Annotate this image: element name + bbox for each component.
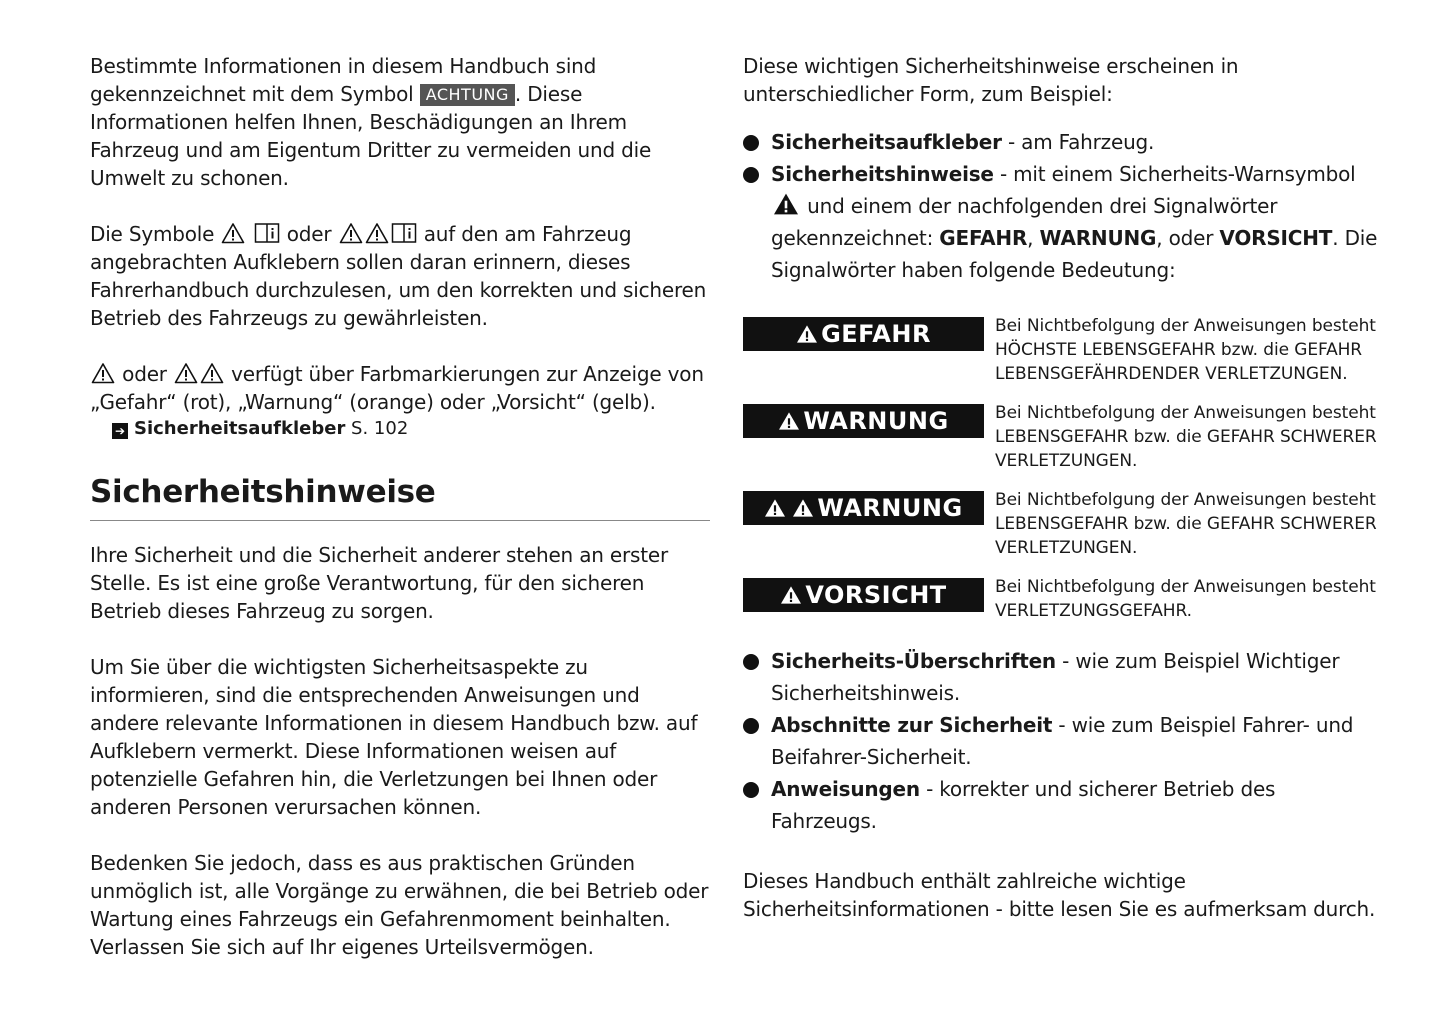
heading-divider: [90, 520, 710, 521]
warning-outline-icon: [339, 222, 363, 244]
signal-label-warnung-double: WARNUNG: [743, 491, 984, 525]
manual-book-icon: [254, 222, 280, 244]
cross-reference-link[interactable]: ➔ Sicherheitsaufkleber S. 102: [112, 416, 710, 442]
warning-white-icon: [792, 498, 814, 518]
signal-description: Bei Nichtbefolgung der Anweisungen besteht HÖCHSTE LEBENSGEFAHR bzw. die GEFAHR LEBENSGEFÄHRDENDER VERLETZUNGEN.: [995, 316, 1376, 384]
color-marking-paragraph: oder verfügt über Farbmarkierungen zur Anzeige von „Gefahr“ (rot), „Warnung“ (orange) oder „Vorsicht“ (gelb).: [90, 362, 704, 414]
signal-row-warnung-double: [743, 488, 1383, 560]
warning-outline-icon: [221, 222, 245, 244]
safety-info-paragraph: Um Sie über die wichtigsten Sicherheitsaspekte zu informieren, sind die entsprechenden Anweisungen und andere relevante Informationen in diesem Handbuch bzw. auf Aufklebern vermerkt. Diese Informationen weisen auf potenzielle Gefahren hin, die Verletzungen bei Ihnen oder anderen Personen verursachen können.: [90, 655, 698, 819]
symbols-paragraph: Die Symbole oder auf den am Fahrzeug angebrachten Aufklebern sollen daran erinnern, dieses Fahrerhandbuch durchzulesen, um den korrekten und sicheren Betrieb des Fahrzeugs zu gewährleisten.: [90, 222, 707, 330]
list-item: Sicherheits-Überschriften - wie zum Beispiel Wichtiger Sicherheitshinweis.: [743, 645, 1383, 709]
arrow-right-icon: ➔: [112, 423, 128, 439]
signal-description: Bei Nichtbefolgung der Anweisungen besteht VERLETZUNGSGEFAHR.: [995, 577, 1376, 621]
warning-solid-icon: [772, 192, 800, 216]
left-column: [90, 52, 710, 961]
signal-row-warnung: [743, 401, 1383, 473]
warning-white-icon: [778, 411, 800, 431]
signal-row-gefahr: [743, 314, 1383, 386]
manual-book-icon: [391, 222, 417, 244]
right-column: [743, 52, 1383, 923]
achtung-paragraph: Bestimmte Informationen in diesem Handbuch sind gekennzeichnet mit dem Symbol ACHTUNG . Diese Informationen helfen Ihnen, Beschädigungen an Ihrem Fahrzeug und am Eigentum Dritter zu vermeiden und die Umwelt zu schonen.: [90, 54, 652, 190]
warning-outline-icon: [174, 362, 198, 384]
list-item: Sicherheitshinweise - mit einem Sicherheits-Warnsymbol und einem der nachfolgenden drei Signalwörter gekennzeichnet: GEFAHR, WARNUNG, oder VORSICHT. Die Signalwörter haben folgende Bedeutung:: [743, 158, 1383, 286]
list-item: Sicherheitsaufkleber - am Fahrzeug.: [743, 126, 1383, 158]
forms-intro: Diese wichtigen Sicherheitshinweise erscheinen in unterschiedlicher Form, zum Beispiel:: [743, 54, 1239, 106]
warning-white-icon: [796, 324, 818, 344]
closing-paragraph: Dieses Handbuch enthält zahlreiche wichtige Sicherheitsinformationen - bitte lesen Sie es aufmerksam durch.: [743, 869, 1376, 921]
signal-description: Bei Nichtbefolgung der Anweisungen besteht LEBENSGEFAHR bzw. die GEFAHR SCHWERER VERLETZUNGEN.: [995, 490, 1377, 558]
achtung-badge: ACHTUNG: [420, 84, 515, 106]
signal-words-table: [743, 314, 1383, 623]
list-item: Anweisungen - korrekter und sicherer Betrieb des Fahrzeugs.: [743, 773, 1383, 837]
forms-list: [743, 126, 1383, 286]
judgement-paragraph: Bedenken Sie jedoch, dass es aus praktischen Gründen unmöglich ist, alle Vorgänge zu erwähnen, die bei Betrieb oder Wartung eines Fahrzeugs ein Gefahrenmoment beinhalten. Verlassen Sie sich auf Ihr eigenes Urteilsvermögen.: [90, 851, 709, 959]
signal-label-gefahr: GEFAHR: [743, 317, 984, 351]
more-forms-list: [743, 645, 1383, 837]
warning-white-icon: [780, 585, 802, 605]
signal-label-vorsicht: VORSICHT: [743, 578, 984, 612]
list-item: Abschnitte zur Sicherheit - wie zum Beispiel Fahrer- und Beifahrer-Sicherheit.: [743, 709, 1383, 773]
warning-outline-icon: [91, 362, 115, 384]
warning-white-icon: [764, 498, 786, 518]
section-heading: Sicherheitshinweise: [90, 474, 436, 510]
signal-row-vorsicht: [743, 575, 1383, 623]
safety-priority-paragraph: Ihre Sicherheit und die Sicherheit anderer stehen an erster Stelle. Es ist eine große Verantwortung, für den sicheren Betrieb dieses Fahrzeug zu sorgen.: [90, 543, 668, 623]
signal-description: Bei Nichtbefolgung der Anweisungen besteht LEBENSGEFAHR bzw. die GEFAHR SCHWERER VERLETZUNGEN.: [995, 403, 1377, 471]
signal-label-warnung: WARNUNG: [743, 404, 984, 438]
warning-outline-icon: [200, 362, 224, 384]
warning-outline-icon: [365, 222, 389, 244]
